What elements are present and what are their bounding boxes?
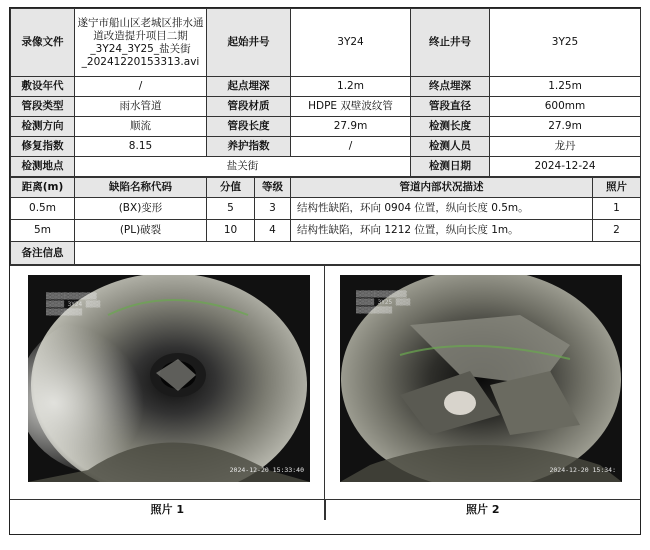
- defect-name-code: (PL)破裂: [75, 220, 207, 242]
- pipe-diameter-label: 管段直径: [411, 97, 490, 117]
- photo-1-timestamp: 2024-12-20 15:33:40: [229, 466, 304, 474]
- photo-2: [340, 275, 622, 482]
- photo-caption-row: [10, 499, 640, 520]
- maintenance-index-label: 养护指数: [207, 137, 291, 157]
- defect-score: 5: [207, 198, 255, 220]
- photo-section: [10, 265, 640, 520]
- start-depth-value: 1.2m: [291, 77, 411, 97]
- video-file-label: 录像文件: [11, 9, 75, 77]
- info-row-pipe: [11, 97, 641, 117]
- inspect-date-label: 检测日期: [411, 157, 490, 177]
- defect-distance: 5m: [11, 220, 75, 242]
- video-overlay-text: ▒▒▒▒▒▒▒▒▒▒▒▒▒▒ ▒▒▒▒▒ 3Y25 ▒▒▒▒ ▒▒▒▒▒▒▒▒▒▒: [356, 291, 411, 314]
- inspect-direction-label: 检测方向: [11, 117, 75, 137]
- inspect-date-value: 2024-12-24: [490, 157, 641, 177]
- defect-name-code: (BX)变形: [75, 198, 207, 220]
- table-row: [11, 220, 641, 242]
- defect-header-description: 管道内部状况描述: [291, 178, 593, 198]
- defect-description: 结构性缺陷，环向 1212 位置，纵向长度 1m。: [291, 220, 593, 242]
- inspection-report-sheet: [9, 7, 641, 535]
- defect-grade: 4: [255, 220, 291, 242]
- defect-photo-ref: 1: [593, 198, 641, 220]
- info-row-video: [11, 9, 641, 77]
- repair-index-value: 8.15: [75, 137, 207, 157]
- video-file-value: 遂宁市船山区老城区排水通道改造提升项目二期_3Y24_3Y25_盐关街_20241220153313.avi: [75, 9, 207, 77]
- location-label: 检测地点: [11, 157, 75, 177]
- photo-1: [28, 275, 310, 482]
- info-row-location: [11, 157, 641, 177]
- defect-score: 10: [207, 220, 255, 242]
- pipe-length-value: 27.9m: [291, 117, 411, 137]
- defect-photo-ref: 2: [593, 220, 641, 242]
- info-row-depth: [11, 77, 641, 97]
- defect-header-score: 分值: [207, 178, 255, 198]
- photo-1-caption: 照片 1: [150, 503, 184, 516]
- info-row-index: [11, 137, 641, 157]
- start-well-value: 3Y24: [291, 9, 411, 77]
- remarks-label: 备注信息: [11, 242, 75, 265]
- video-overlay-text: ▒▒▒▒▒▒▒▒▒▒▒▒▒▒ ▒▒▒▒▒ 3Y24 ▒▒▒▒ ▒▒▒▒▒▒▒▒▒▒: [46, 293, 101, 316]
- laying-year-label: 敷设年代: [11, 77, 75, 97]
- maintenance-index-value: /: [291, 137, 411, 157]
- pipe-type-label: 管段类型: [11, 97, 75, 117]
- laying-year-value: /: [75, 77, 207, 97]
- defect-header-photo: 照片: [593, 178, 641, 198]
- pipe-info-table: [10, 8, 641, 177]
- end-depth-label: 终点埋深: [411, 77, 490, 97]
- photo-2-timestamp: 2024-12-20 15:34:: [549, 466, 616, 474]
- defect-grade: 3: [255, 198, 291, 220]
- photo-divider: [324, 266, 325, 520]
- defect-description: 结构性缺陷，环向 0904 位置，纵向长度 0.5m。: [291, 198, 593, 220]
- inspect-length-label: 检测长度: [411, 117, 490, 137]
- defect-distance: 0.5m: [11, 198, 75, 220]
- inspect-direction-value: 顺流: [75, 117, 207, 137]
- end-well-value: 3Y25: [490, 9, 641, 77]
- repair-index-label: 修复指数: [11, 137, 75, 157]
- photo-2-caption: 照片 2: [325, 500, 641, 520]
- start-well-label: 起始井号: [207, 9, 291, 77]
- remarks-value: [75, 242, 641, 265]
- inspector-value: 龙丹: [490, 137, 641, 157]
- location-value: 盐关街: [75, 157, 411, 177]
- pipe-material-value: HDPE 双壁波纹管: [291, 97, 411, 117]
- defect-header-name-code: 缺陷名称代码: [75, 178, 207, 198]
- inspector-label: 检测人员: [411, 137, 490, 157]
- end-well-label: 终止井号: [411, 9, 490, 77]
- table-row: [11, 198, 641, 220]
- pipe-length-label: 管段长度: [207, 117, 291, 137]
- pipe-diameter-value: 600mm: [490, 97, 641, 117]
- pipe-type-value: 雨水管道: [75, 97, 207, 117]
- defect-header-distance: 距离(m): [11, 178, 75, 198]
- defect-header-grade: 等级: [255, 178, 291, 198]
- pipe-material-label: 管段材质: [207, 97, 291, 117]
- start-depth-label: 起点埋深: [207, 77, 291, 97]
- end-depth-value: 1.25m: [490, 77, 641, 97]
- inspect-length-value: 27.9m: [490, 117, 641, 137]
- defect-table: [10, 177, 641, 265]
- defect-header-row: [11, 178, 641, 198]
- info-row-direction: [11, 117, 641, 137]
- remarks-row: [11, 242, 641, 265]
